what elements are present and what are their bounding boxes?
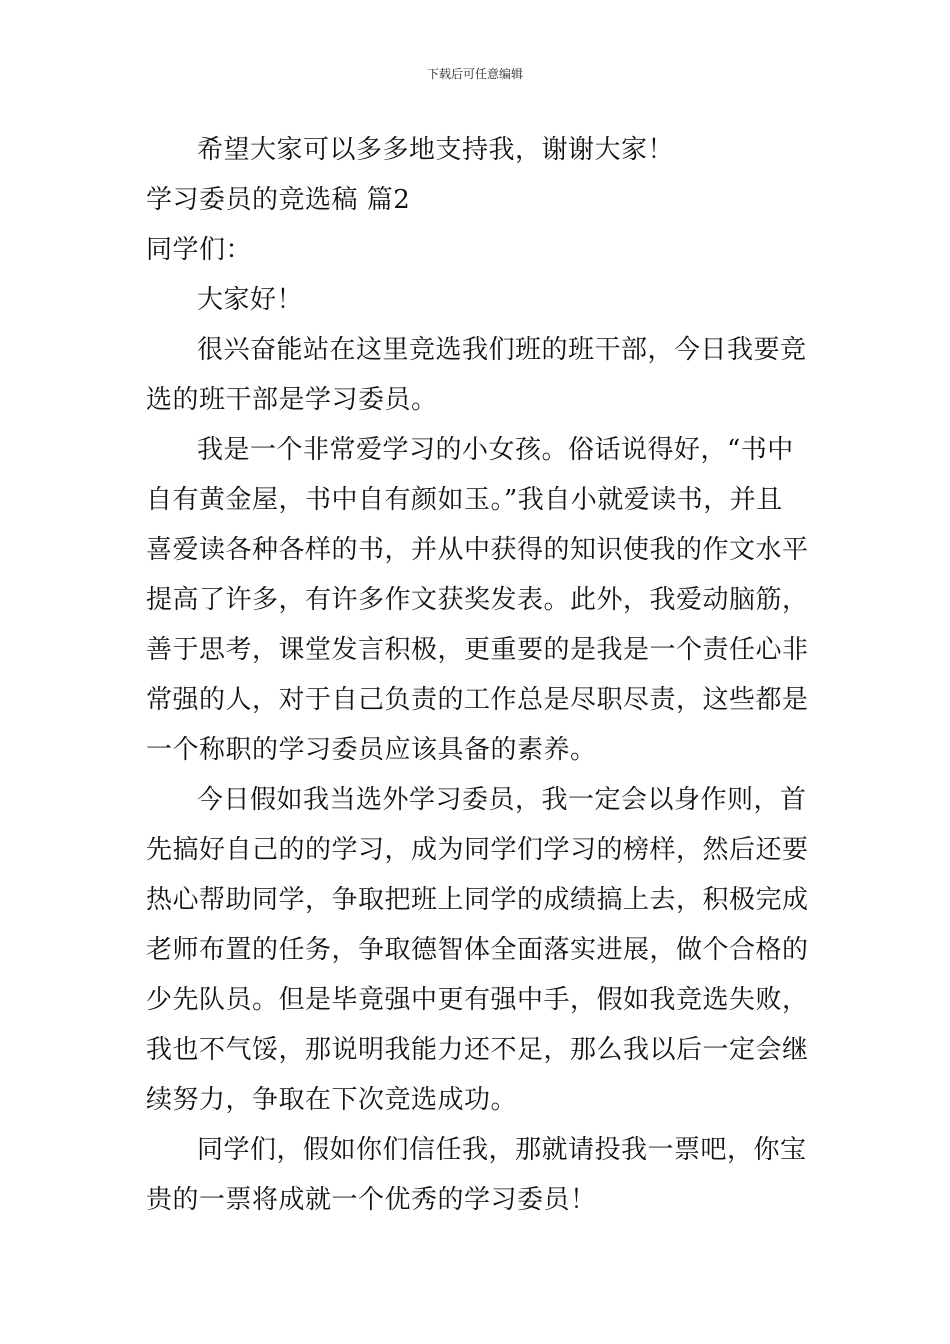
text-line: 我也不气馁，那说明我能力还不足，那么我以后一定会继 bbox=[146, 1035, 809, 1065]
greeting: 大家好！ bbox=[197, 285, 304, 315]
page-header: 下载后可任意编辑 bbox=[426, 67, 523, 81]
text-line: 自有黄金屋，书中自有颜如玉。”我自小就爱读书，并且 bbox=[146, 485, 783, 515]
text-line: 今日假如我当选外学习委员，我一定会以身作则，首 bbox=[197, 785, 807, 815]
text-line: 老师布置的任务，争取德智体全面落实进展，做个合格的 bbox=[146, 935, 809, 965]
text-line: 喜爱读各种各样的书，并从中获得的知识使我的作文水平 bbox=[146, 535, 809, 565]
text-line: 善于思考，课堂发言积极，更重要的是我是一个责任心非 bbox=[146, 635, 809, 665]
text-line: 先搞好自己的的学习，成为同学们学习的榜样，然后还要 bbox=[146, 835, 809, 865]
text-line: 少先队员。但是毕竟强中更有强中手，假如我竞选失败， bbox=[146, 985, 809, 1015]
text-line: 一个称职的学习委员应该具备的素养。 bbox=[146, 735, 597, 765]
text-line: 续努力，争取在下次竞选成功。 bbox=[146, 1085, 518, 1115]
section-title: 学习委员的竞选稿 篇2 bbox=[146, 185, 411, 215]
text-line: 贵的一票将成就一个优秀的学习委员！ bbox=[146, 1185, 597, 1215]
text-line: 常强的人，对于自己负责的工作总是尽职尽责，这些都是 bbox=[146, 685, 809, 715]
text-line: 提高了许多，有许多作文获奖发表。此外，我爱动脑筋， bbox=[146, 585, 809, 615]
text-line: 选的班干部是学习委员。 bbox=[146, 385, 438, 415]
text-line: 很兴奋能站在这里竞选我们班的班干部，今日我要竞 bbox=[197, 335, 807, 365]
text-line: 同学们，假如你们信任我，那就请投我一票吧，你宝 bbox=[197, 1135, 807, 1165]
text-line: 热心帮助同学，争取把班上同学的成绩搞上去，积极完成 bbox=[146, 885, 809, 915]
text-line: 我是一个非常爱学习的小女孩。俗话说得好，“书中 bbox=[197, 435, 794, 465]
text-line: 希望大家可以多多地支持我，谢谢大家！ bbox=[197, 135, 675, 165]
salutation: 同学们： bbox=[146, 235, 253, 265]
